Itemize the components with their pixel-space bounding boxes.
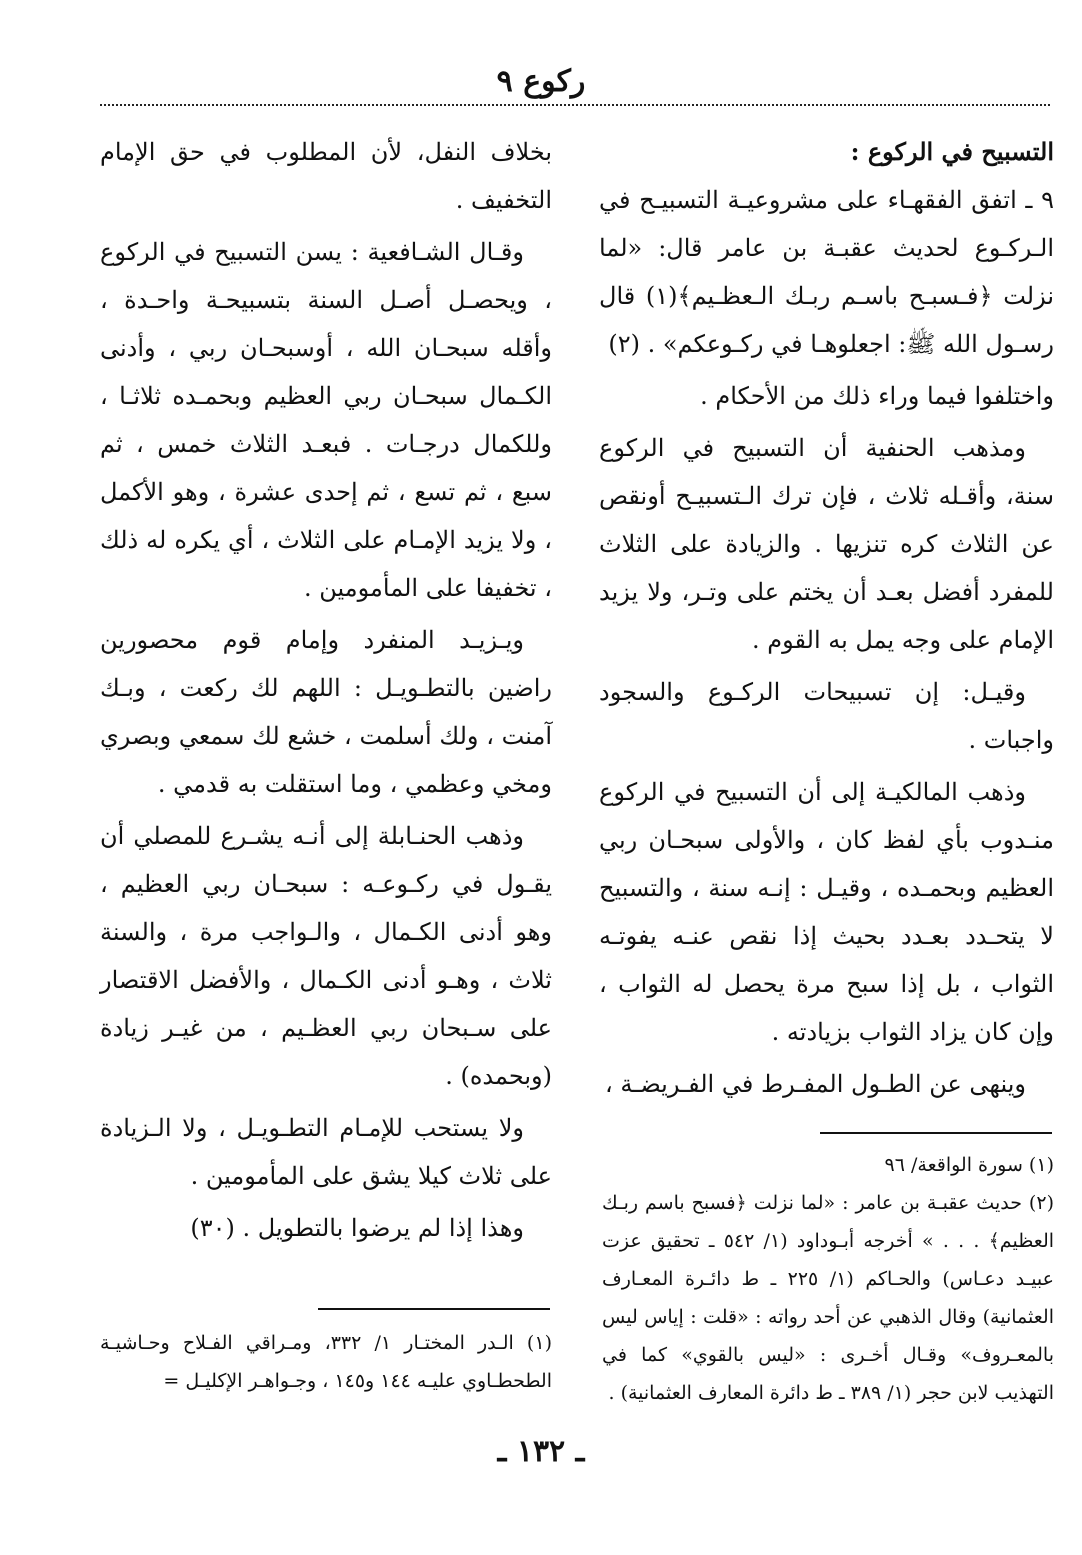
right-column xyxy=(599,128,1054,1112)
paragraph: بخلاف النفل، لأن المطلوب في حق الإمام التخفيف . xyxy=(100,138,552,214)
footnote-rule xyxy=(820,1132,1052,1134)
footnote: (٢) حديث عقبـة بن عامر : «لما نزلت ﴿فسبح باسم ربـك العظيم﴾ . . . » أخرجه أبـوداود (١/ ٥٤٢ ـ تحقيق عزت عبيـد دعـاس) والحـاكم (١/ ٢٢٥ ـ ط دائـرة المعـارف العثمانية) وقال الذهبي عن أحد رواته : «قلت : إياس ليس بالمعـروف» وقـال أخـرى : «ليس بالقوي» كما في التهذيب لابن حجر (١/ ٣٨٩ ـ ط دائرة المعارف العثمانية) . xyxy=(602,1192,1055,1404)
paragraph: ويـزيـد المنفرد وإمام قوم محصورين راضين بالتطـويـل : اللهم لك ركعت ، وبـك آمنت ، ولك أسلمت ، خشع لك سمعي وبصري ومخي وعظمي ، وما استقلت به قدمي . xyxy=(100,626,552,798)
footnotes-left xyxy=(100,1324,552,1400)
running-header: ركوع ٩ xyxy=(496,64,586,99)
paragraph: وينهى عن الطـول المفـرط في الفـريضـة ، xyxy=(605,1070,1026,1098)
footnote: (١) سورة الواقعة/ ٩٦ xyxy=(884,1154,1054,1176)
paragraph: ولا يستحب للإمـام التطـويـل ، ولا الـزيادة على ثلاث كيلا يشق على المأمومين . xyxy=(100,1114,552,1190)
footnote: (١) الـدر المختـار ١/ ٣٣٢، ومـراقي الفـلاح وحـاشيـة الطحطـاوي عليـه ١٤٤ و١٤٥ ، وجـواهـر الإكليـل = xyxy=(100,1332,552,1392)
page-number: ـ ١٣٢ ـ xyxy=(497,1434,585,1469)
footnotes-right xyxy=(602,1146,1054,1412)
paragraph: ٩ ـ اتفق الفقهـاء على مشروعيـة التسبيـح في الـركـوع لحديث عقبـة بن عامر قال: «لما نزلت ﴿فـسبـح باسـم ربـك الـعظـيم﴾(١) قال رسـول الله ﷺ: اجعلوهـا في ركـوعكم» . (٢) xyxy=(599,186,1054,358)
paragraph: وذهب المالكيـة إلى أن التسبيح في الركوع منـدوب بأي لفظ كان ، والأولى سبحـان ربي العظيم وبحمـده ، وقيـل : إنـه سنة ، والتسبيح لا يتحـدد بعـدد بحيث إذا نقص عنـه يفوتـه الثواب ، بل إذا سبح مرة يحصل له الثواب ، وإن كان يزاد الثواب بزيادته . xyxy=(599,778,1054,1046)
paragraph: وقـال الشـافعية : يسن التسبيح في الركوع ، ويحصـل أصـل السنة بتسبيحـة واحـدة ، وأقله سبحـان الله ، أوسبحـان ربي ، وأدنى الكـمال سبحـان ربي العظيم وبحمـده ثلاثـا ، وللكمال درجـات . فبعـد الثلاث خمس ، ثم سبع ، ثم تسع ، ثم إحدى عشرة ، وهو الأكمل ، ولا يزيد الإمـام على الثلاث ، أي يكره له ذلك ، تخفيفا على المأمومين . xyxy=(100,238,552,602)
footnote-rule xyxy=(318,1308,550,1310)
paragraph: وذهب الحنـابلة إلى أنـه يشـرع للمصلي أن يقـول في ركـوعـه : سبحـان ربي العظيم ، وهو أدنى الكـمال ، والـواجب مرة ، والسنة ثلاث ، وهـو أدنى الكـمال ، والأفضل الاقتصار على سـبحان ربي العظـيم ، من غيـر زيادة (وبحمده) . xyxy=(100,822,552,1090)
header-dotted-rule xyxy=(100,104,1050,106)
section-heading: التسبيح في الركوع : xyxy=(850,137,1054,166)
paragraph: وقيـل: إن تسبيحات الركـوع والسجود واجبات . xyxy=(599,678,1054,754)
paragraph: وهذا إذا لم يرضوا بالتطويل . (٣٠) xyxy=(190,1214,524,1242)
paragraph: واختلفوا فيما وراء ذلك من الأحكام . xyxy=(700,382,1054,410)
paragraph: ومذهب الحنفية أن التسبيح في الركوع سنة، وأقـله ثلاث ، فإن ترك الـتسبيـح أونقص عن الثلاث كره تنزيها . والزيادة على الثلاث للمفرد أفضل بعـد أن يختم على وتـر، ولا يزيد الإمام على وجه يمل به القوم . xyxy=(599,434,1054,654)
left-column xyxy=(100,128,552,1256)
